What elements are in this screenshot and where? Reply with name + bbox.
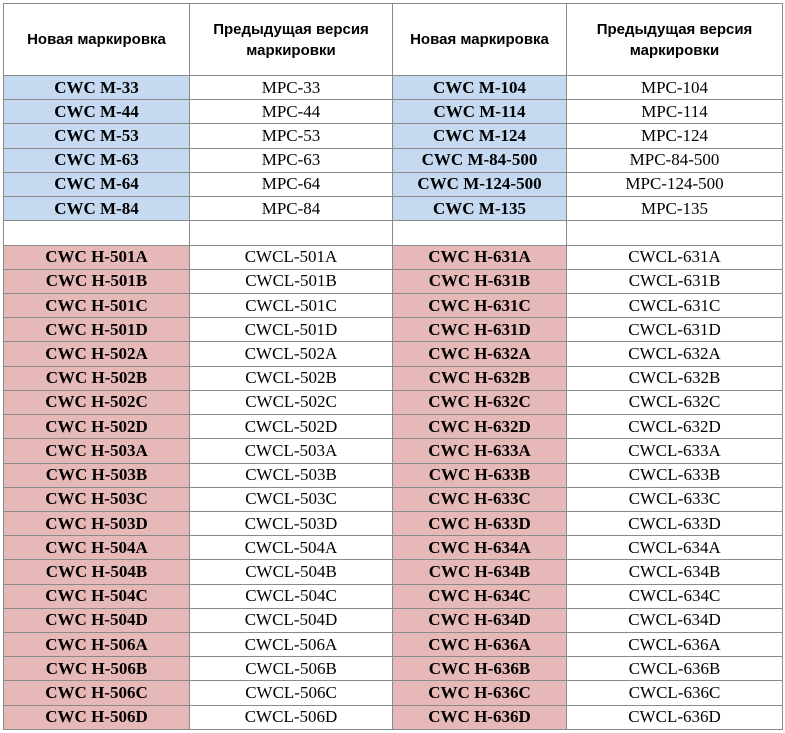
cell-new-marking-left: CWC M-53: [4, 124, 190, 148]
cell-new-marking-right: CWC H-632B: [393, 366, 567, 390]
table-row: [4, 148, 783, 172]
cell-previous-marking-left: MPC-53: [190, 124, 393, 148]
cell-new-marking-left: CWC H-502C: [4, 390, 190, 414]
cell-new-marking-left: CWC H-506B: [4, 657, 190, 681]
cell-previous-marking-right: MPC-124-500: [567, 172, 783, 196]
cell-previous-marking-left: CWCL-506D: [190, 705, 393, 729]
table-row: [4, 536, 783, 560]
cell-new-marking-right: CWC H-633A: [393, 439, 567, 463]
cell-previous-marking-right: CWCL-636C: [567, 681, 783, 705]
table-row: [4, 390, 783, 414]
table-row: [4, 584, 783, 608]
empty-cell: [4, 221, 190, 245]
cell-previous-marking-right: MPC-84-500: [567, 148, 783, 172]
cell-new-marking-left: CWC M-63: [4, 148, 190, 172]
cell-new-marking-left: CWC H-503C: [4, 487, 190, 511]
cell-previous-marking-left: CWCL-506C: [190, 681, 393, 705]
cell-new-marking-left: CWC H-502D: [4, 415, 190, 439]
spacer-row: [4, 221, 783, 245]
table-row: [4, 197, 783, 221]
cell-previous-marking-right: CWCL-631C: [567, 293, 783, 317]
cell-previous-marking-left: CWCL-502A: [190, 342, 393, 366]
cell-new-marking-right: CWC H-634A: [393, 536, 567, 560]
cell-new-marking-right: CWC H-633D: [393, 511, 567, 535]
cell-previous-marking-right: CWCL-634D: [567, 608, 783, 632]
table-row: [4, 415, 783, 439]
cell-new-marking-right: CWC H-631A: [393, 245, 567, 269]
cell-previous-marking-right: CWCL-636B: [567, 657, 783, 681]
cell-previous-marking-left: CWCL-501C: [190, 293, 393, 317]
cell-previous-marking-left: CWCL-502C: [190, 390, 393, 414]
cell-new-marking-left: CWC H-503A: [4, 439, 190, 463]
header-new-marking-2: Новая маркировка: [393, 4, 567, 76]
cell-new-marking-left: CWC H-501D: [4, 318, 190, 342]
cell-previous-marking-left: CWCL-503C: [190, 487, 393, 511]
table-row: [4, 76, 783, 100]
cell-new-marking-left: CWC H-501A: [4, 245, 190, 269]
marking-comparison-table: [3, 3, 783, 730]
cell-previous-marking-right: CWCL-632D: [567, 415, 783, 439]
cell-new-marking-right: CWC H-632D: [393, 415, 567, 439]
table-row: [4, 293, 783, 317]
cell-new-marking-right: CWC H-636A: [393, 633, 567, 657]
cell-previous-marking-left: CWCL-501D: [190, 318, 393, 342]
table-row: [4, 487, 783, 511]
cell-new-marking-left: CWC H-502B: [4, 366, 190, 390]
table-row: [4, 560, 783, 584]
cell-previous-marking-left: CWCL-506A: [190, 633, 393, 657]
empty-cell: [393, 221, 567, 245]
cell-previous-marking-right: CWCL-633C: [567, 487, 783, 511]
cell-previous-marking-left: CWCL-502B: [190, 366, 393, 390]
cell-previous-marking-right: MPC-114: [567, 100, 783, 124]
cell-new-marking-right: CWC H-631C: [393, 293, 567, 317]
cell-new-marking-right: CWC M-104: [393, 76, 567, 100]
cell-new-marking-left: CWC H-504D: [4, 608, 190, 632]
cell-previous-marking-left: MPC-63: [190, 148, 393, 172]
cell-new-marking-left: CWC M-44: [4, 100, 190, 124]
cell-new-marking-left: CWC M-33: [4, 76, 190, 100]
table-row: [4, 681, 783, 705]
cell-new-marking-right: CWC H-634D: [393, 608, 567, 632]
cell-new-marking-right: CWC H-633B: [393, 463, 567, 487]
table-row: [4, 463, 783, 487]
cell-new-marking-left: CWC H-501C: [4, 293, 190, 317]
table-row: [4, 245, 783, 269]
table-row: [4, 124, 783, 148]
cell-previous-marking-left: MPC-84: [190, 197, 393, 221]
cell-new-marking-right: CWC H-631D: [393, 318, 567, 342]
cell-previous-marking-left: CWCL-503B: [190, 463, 393, 487]
table-row: [4, 705, 783, 729]
cell-previous-marking-right: MPC-124: [567, 124, 783, 148]
table-row: [4, 633, 783, 657]
cell-previous-marking-left: CWCL-501B: [190, 269, 393, 293]
cell-previous-marking-right: CWCL-636D: [567, 705, 783, 729]
cell-previous-marking-left: CWCL-506B: [190, 657, 393, 681]
table-row: [4, 608, 783, 632]
cell-new-marking-right: CWC H-632A: [393, 342, 567, 366]
cell-new-marking-left: CWC H-503D: [4, 511, 190, 535]
cell-new-marking-right: CWC H-632C: [393, 390, 567, 414]
cell-previous-marking-left: CWCL-504A: [190, 536, 393, 560]
cell-new-marking-left: CWC H-502A: [4, 342, 190, 366]
cell-previous-marking-left: CWCL-504D: [190, 608, 393, 632]
table-row: [4, 342, 783, 366]
cell-new-marking-right: CWC H-634C: [393, 584, 567, 608]
table-row: [4, 439, 783, 463]
cell-previous-marking-right: MPC-135: [567, 197, 783, 221]
empty-cell: [567, 221, 783, 245]
cell-new-marking-left: CWC H-506C: [4, 681, 190, 705]
cell-previous-marking-left: CWCL-503A: [190, 439, 393, 463]
cell-new-marking-right: CWC H-633C: [393, 487, 567, 511]
cell-previous-marking-right: CWCL-634B: [567, 560, 783, 584]
cell-new-marking-right: CWC H-636B: [393, 657, 567, 681]
table-row: [4, 511, 783, 535]
cell-previous-marking-right: MPC-104: [567, 76, 783, 100]
cell-new-marking-left: CWC H-506A: [4, 633, 190, 657]
table-row: [4, 657, 783, 681]
cell-previous-marking-left: CWCL-504C: [190, 584, 393, 608]
header-new-marking-1: Новая маркировка: [4, 4, 190, 76]
cell-previous-marking-left: CWCL-502D: [190, 415, 393, 439]
cell-new-marking-right: CWC M-124-500: [393, 172, 567, 196]
cell-new-marking-right: CWC H-631B: [393, 269, 567, 293]
cell-new-marking-left: CWC H-501B: [4, 269, 190, 293]
cell-previous-marking-right: CWCL-631B: [567, 269, 783, 293]
cell-new-marking-left: CWC H-504B: [4, 560, 190, 584]
cell-new-marking-right: CWC H-636D: [393, 705, 567, 729]
cell-previous-marking-right: CWCL-634A: [567, 536, 783, 560]
cell-previous-marking-left: CWCL-504B: [190, 560, 393, 584]
cell-new-marking-left: CWC M-84: [4, 197, 190, 221]
cell-new-marking-left: CWC H-504A: [4, 536, 190, 560]
cell-new-marking-right: CWC M-124: [393, 124, 567, 148]
table-row: [4, 100, 783, 124]
cell-new-marking-right: CWC M-135: [393, 197, 567, 221]
cell-previous-marking-left: CWCL-501A: [190, 245, 393, 269]
header-previous-marking-1: Предыдущая версия маркировки: [190, 4, 393, 76]
cell-new-marking-right: CWC H-634B: [393, 560, 567, 584]
cell-previous-marking-right: CWCL-632B: [567, 366, 783, 390]
cell-previous-marking-right: CWCL-632A: [567, 342, 783, 366]
cell-previous-marking-left: MPC-64: [190, 172, 393, 196]
table-row: [4, 269, 783, 293]
cell-previous-marking-right: CWCL-631A: [567, 245, 783, 269]
cell-previous-marking-right: CWCL-633B: [567, 463, 783, 487]
empty-cell: [190, 221, 393, 245]
cell-new-marking-left: CWC M-64: [4, 172, 190, 196]
table-row: [4, 366, 783, 390]
table-body: [4, 76, 783, 730]
table-header-row: [4, 4, 783, 76]
cell-new-marking-left: CWC H-506D: [4, 705, 190, 729]
cell-previous-marking-left: MPC-33: [190, 76, 393, 100]
cell-previous-marking-left: MPC-44: [190, 100, 393, 124]
cell-previous-marking-right: CWCL-636A: [567, 633, 783, 657]
table-row: [4, 318, 783, 342]
cell-previous-marking-right: CWCL-631D: [567, 318, 783, 342]
cell-new-marking-right: CWC M-84-500: [393, 148, 567, 172]
cell-new-marking-right: CWC H-636C: [393, 681, 567, 705]
table-row: [4, 172, 783, 196]
cell-previous-marking-right: CWCL-633D: [567, 511, 783, 535]
cell-new-marking-left: CWC H-504C: [4, 584, 190, 608]
cell-previous-marking-left: CWCL-503D: [190, 511, 393, 535]
cell-previous-marking-right: CWCL-632C: [567, 390, 783, 414]
cell-previous-marking-right: CWCL-633A: [567, 439, 783, 463]
header-previous-marking-2: Предыдущая версия маркировки: [567, 4, 783, 76]
cell-new-marking-right: CWC M-114: [393, 100, 567, 124]
cell-new-marking-left: CWC H-503B: [4, 463, 190, 487]
cell-previous-marking-right: CWCL-634C: [567, 584, 783, 608]
